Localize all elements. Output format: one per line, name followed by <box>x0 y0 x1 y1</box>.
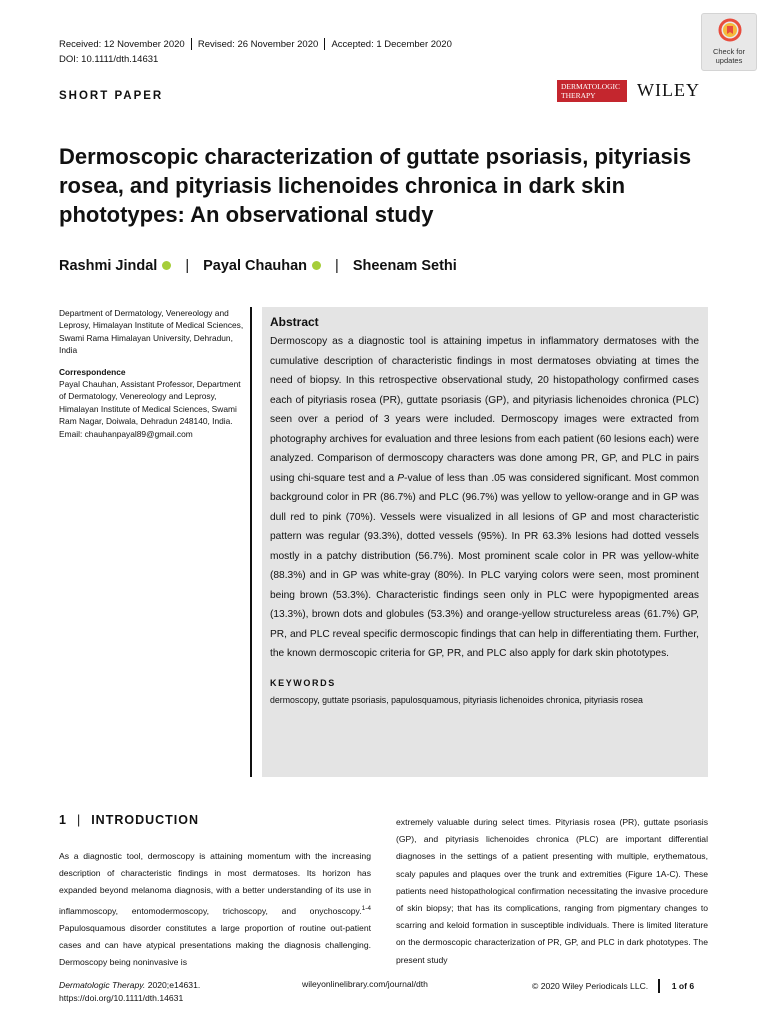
section-title: INTRODUCTION <box>91 813 200 827</box>
accepted-date: Accepted: 1 December 2020 <box>331 38 452 50</box>
section-number: 1 <box>59 813 67 827</box>
keywords-heading: KEYWORDS <box>270 677 336 688</box>
footer-citation <box>59 979 200 1005</box>
author-list <box>59 258 457 274</box>
journal-logo-text: THERAPY <box>561 91 596 100</box>
correspondence-address: Payal Chauhan, Assistant Professor, Department of Dermatology, Venereology and Leprosy, Himalayan Institute of Medical Sciences, Swami Ram Nagar, Doiwala, Dehradun 248140, India. <box>59 379 241 427</box>
journal-logo <box>557 80 627 102</box>
abstract-text <box>270 332 699 664</box>
revised-date: Revised: 26 November 2020 <box>197 38 319 50</box>
article-dates <box>59 38 452 50</box>
abstract-text-part: Dermoscopy as a diagnostic tool is attaining impetus in inflammatory dermatoses with the cumulative description of characteristic findings in most dermatoses obviating at times the need of biopsy. In this retrospective observational study, 20 histopathology confirmed cases each of pityriasis rosea (PR), guttate psoriasis (GP), and pityriasis lichenoides chronica (PLC) seen over a period of 3 years were included. Dermoscopy images were extracted from photography archives for evaluation and three lesions from each patient (60 lesions each) were analyzed. Comparison of dermoscopy characters was done among PR, GP, and PLC in pairs using chi-square test and a <box>270 336 699 484</box>
page-number: 1 of 6 <box>671 981 695 991</box>
footer-separator <box>658 979 660 993</box>
author-name[interactable]: Rashmi Jindal <box>59 258 158 274</box>
author-name[interactable]: Payal Chauhan <box>203 258 308 274</box>
abstract-text-part: -value of less than .05 was considered significant. Most common background color in PR (86.7%) and PLC (96.7%) was yellow to yellow-orange and in GP was dull red to pink (70%). Vessels were visualized in all lesions of GP and most characteristic pattern was regular (93.3%), dotted vessels (95%). In PR 63.3% lesions had dotted vessels mostly in a patchy distribution (56.7%). Most prominent scale color in PR was yellow-white (88.3%) and in GP was white-gray (80%). In PLC varying colors were seen, most prominent being brown (53.3%). Characteristic findings seen only in PLC were hypopigmented areas (13.3%), brown dots and globules (53.3%) and orange-yellow structureless areas (61.7%) GP, PR, and PLC reveal specific dermoscopic findings that can help in differentiating them. Further, the known dermoscopic criteria for GP, PR, and PLC also apply for dark skin phototypes. <box>270 472 699 659</box>
abstract-text-italic: P <box>397 472 405 484</box>
date-separator <box>324 38 325 50</box>
doi: DOI: 10.1111/dth.14631 <box>59 54 159 65</box>
correspondence-email[interactable]: Email: chauhanpayal89@gmail.com <box>59 428 193 439</box>
footer-volume: 2020;e14631. <box>147 980 201 990</box>
body-text: Papulosquamous disorder constitutes a large proportion of routine out-patient cases and can have atypical presentations making the diagnosis challenging. Dermoscopy being noninvasive is <box>59 922 371 968</box>
copyright: © 2020 Wiley Periodicals LLC. <box>532 981 649 991</box>
footer-journal: Dermatologic Therapy. <box>59 980 146 990</box>
footer-doi-link[interactable]: https://doi.org/10.1111/dth.14631 <box>59 993 184 1003</box>
divider <box>250 307 252 777</box>
orcid-icon[interactable] <box>312 261 321 270</box>
heading-separator: | <box>76 813 82 827</box>
check-for-updates-button[interactable] <box>701 13 757 71</box>
affiliation-column <box>59 307 245 449</box>
correspondence-label: Correspondence <box>59 366 126 377</box>
affiliation: Department of Dermatology, Venereology and Leprosy, Himalayan Institute of Medical Sciences, Swami Rama Himalayan University, Dehradun, India <box>59 308 244 356</box>
abstract-box <box>262 307 708 777</box>
orcid-icon[interactable] <box>162 261 171 270</box>
check-updates-label: Check for <box>712 47 746 56</box>
journal-logo-text: DERMATOLOGIC <box>561 82 621 91</box>
footer-right <box>532 979 694 993</box>
body-column-right: extremely valuable during select times. Pityriasis rosea (PR), guttate psoriasis (GP), and pityriasis lichenoides chronica (PLC) are important differential diagnoses in the settings of a patient presenting with multiple, erythematous, scaly papules and plaques over the trunk and extremities (Figure 1A-C). These patients need histopathological confirmation necessitating the invasive procedure of skin biopsy; that has its complications, ranging from pigmentary changes to scarring and keloid formation in susceptible individuals. There is limited literature on the dermoscopic characterization of PR, GP, and PLC in dark phototypes. The present study <box>396 817 708 965</box>
footer-journal-link[interactable]: wileyonlinelibrary.com/journal/dth <box>302 979 428 989</box>
abstract-heading: Abstract <box>270 315 319 329</box>
keywords: dermoscopy, guttate psoriasis, papulosquamous, pityriasis lichenoides chronica, pityriasis rosea <box>270 694 643 705</box>
citation-ref[interactable]: 1-4 <box>361 904 371 912</box>
correspondence <box>59 366 245 440</box>
body-text: As a diagnostic tool, dermoscopy is attaining momentum with the increasing description of characteristic findings in most dermatoses. Its horizon has expanded beyond melanoma diagnosis, with a better understanding of its use in inflammoscopy, entomodermoscopy, trichoscopy, and onychoscopy. <box>59 851 371 916</box>
check-updates-icon <box>718 18 742 42</box>
date-separator <box>191 38 192 50</box>
received-date: Received: 12 November 2020 <box>59 38 185 50</box>
check-updates-label: updates <box>715 56 743 65</box>
author-name[interactable]: Sheenam Sethi <box>352 258 457 274</box>
article-title: Dermoscopic characterization of guttate psoriasis, pityriasis rosea, and pityriasis lichenoides chronica in dark skin phototypes: An observational study <box>59 144 692 227</box>
publisher-logo: WILEY <box>637 80 700 100</box>
section-heading <box>59 813 199 827</box>
author-separator: | <box>335 258 339 274</box>
author-separator: | <box>185 258 190 274</box>
body-column-left <box>59 848 371 971</box>
section-type: SHORT PAPER <box>59 90 164 102</box>
